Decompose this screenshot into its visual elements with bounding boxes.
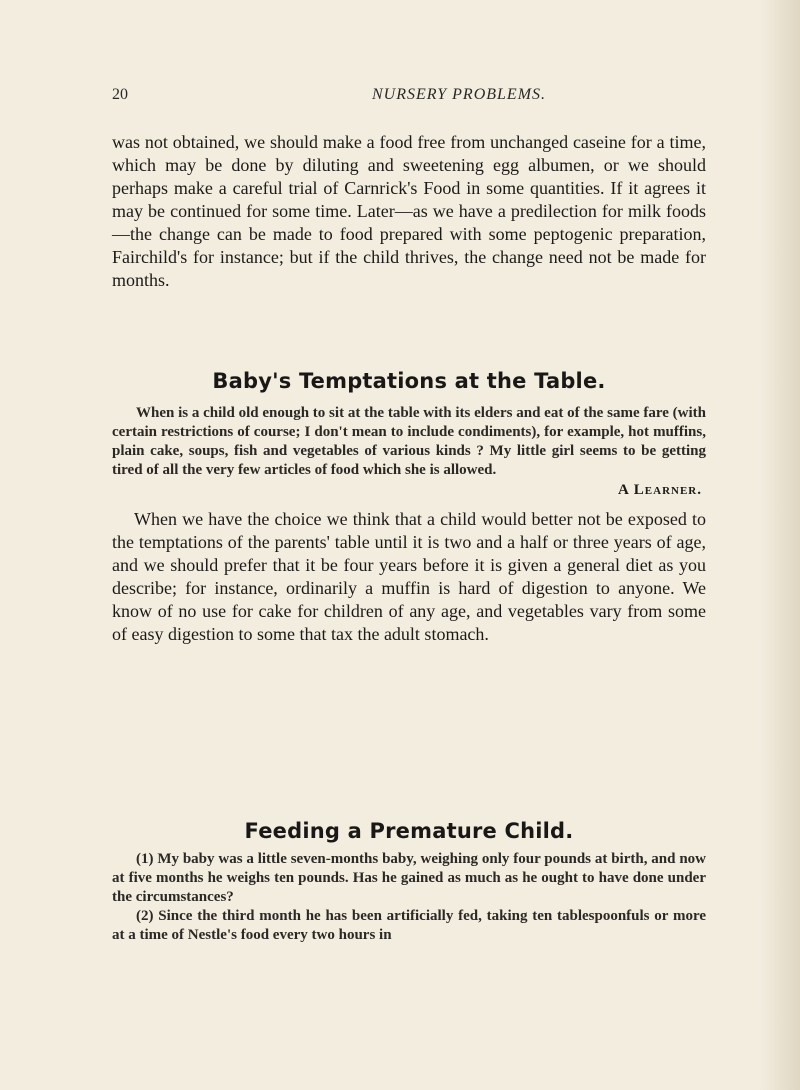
page-number: 20 xyxy=(112,86,128,103)
running-title: NURSERY PROBLEMS. xyxy=(372,86,547,103)
reader-question-1: (1) My baby was a little seven-months baby, weighing only four pounds at birth, and now at five months he weighs ten pounds. Has he gained as much as he ought to have done under the circumstances? xyxy=(112,851,706,905)
reader-question-2: (2) Since the third month he has been artificially fed, taking ten tablespoonfuls or more at a time of Nestle's food every two hours in xyxy=(112,908,706,943)
section-heading-premature: Feeding a Premature Child. xyxy=(244,819,574,843)
answer-paragraph: When we have the choice we think that a child would better not be exposed to the temptations of the parents' table until it is two and a half or three years of age, and we should prefer that it be four years before it is given a general diet as you describe; for instance, ordinarily a muffin is hard of digestion to anyone. We know of no use for cake for children of any age, and vegetables vary from some of easy digestion to some that tax the adult stomach. xyxy=(112,509,706,644)
reader-letter-temptations: When is a child old enough to sit at the table with its elders and eat of the same fare (with certain restrictions of course; I don't mean to include condiments), for example, hot muffins, plain cake, soups, fish and vegetables of various kinds ? My little girl seems to be getting tired of all the very few articles of food which she is allowed. xyxy=(112,405,706,478)
letter-signature: A Learner. xyxy=(618,482,702,498)
intro-paragraph: was not obtained, we should make a food free from unchanged caseine for a time, which may be done by diluting and sweetening egg albumen, or we should perhaps make a careful trial of Carnrick's Food in some quantities. If it agrees it may be continued for some time. Later—as we have a predilection for milk foods—the change can be made to food prepared with some peptogenic preparation, Fairchild's for instance; but if the child thrives, the change need not be made for months. xyxy=(112,132,706,290)
page-header xyxy=(112,86,706,110)
page-edge-shadow xyxy=(760,0,800,1090)
section-heading-temptations: Baby's Temptations at the Table. xyxy=(212,369,606,393)
